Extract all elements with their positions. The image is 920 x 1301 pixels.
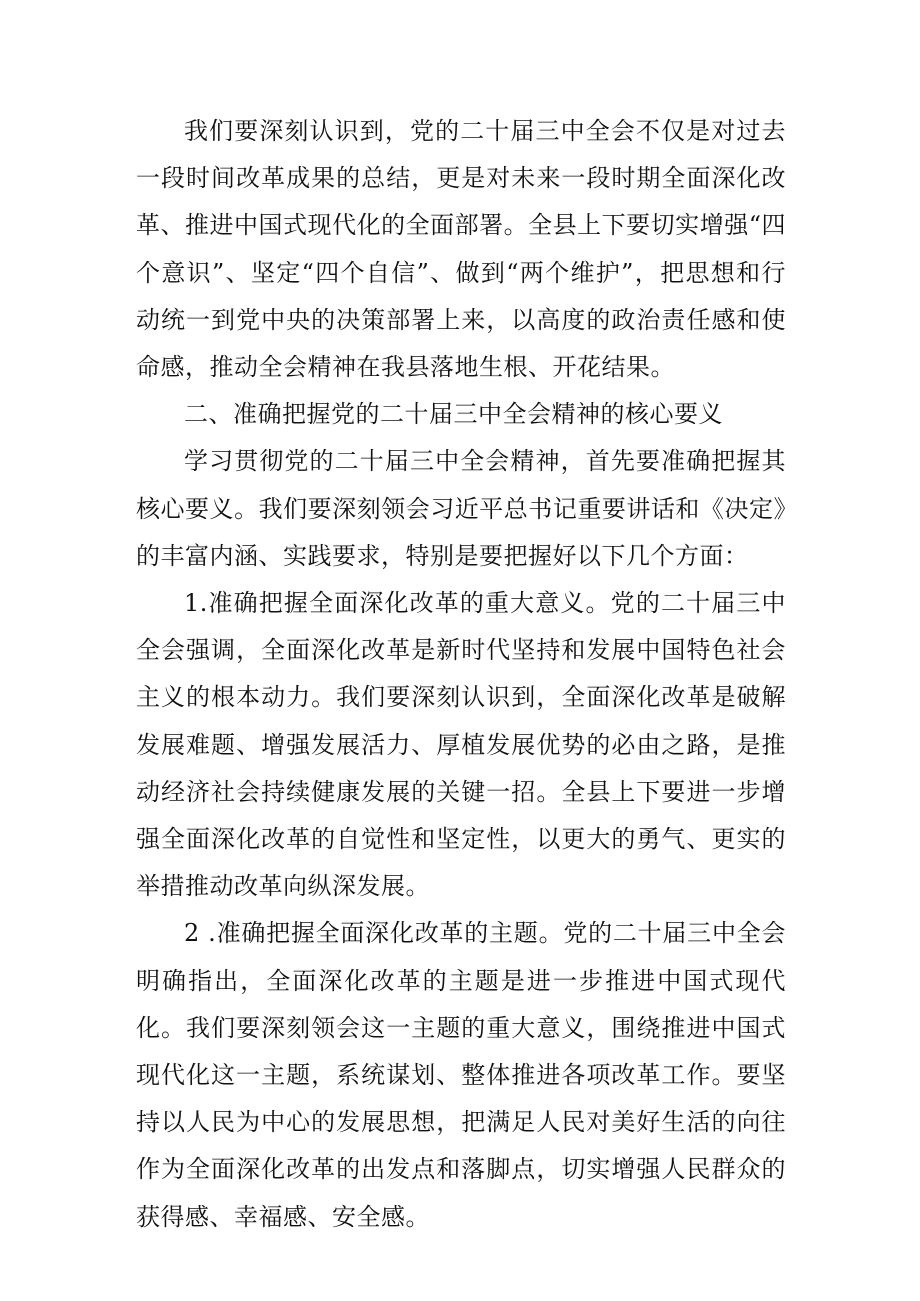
paragraph-core-essence-intro: 学习贯彻党的二十届三中全会精神，首先要准确把握其核心要义。我们要深刻领会习近平总书记重要讲话和《决定》的丰富内涵、实践要求，特别是要把握好以下几个方面：: [136, 447, 786, 570]
paragraph-reform-recognition: 我们要深刻认识到，党的二十届三中全会不仅是对过去一段时间改革成果的总结，更是对未来一段时期全面深化改革、推进中国式现代化的全面部署。全县上下要切实增强“四个意识”、坚定“四个自信”、做到“两个维护”，把思想和行动统一到党中央的决策部署上来，以高度的政治责任感和使命感，推动全会精神在我县落地生根、开花结果。: [136, 117, 786, 382]
document-page: [136, 108, 786, 1241]
paragraph-point-2-theme: 2 .准确把握全面深化改革的主题。党的二十届三中全会明确指出，全面深化改革的主题是进一步推进中国式现代化。我们要深刻领会这一主题的重大意义，围绕推进中国式现代化这一主题，系统谋划、整体推进各项改革工作。要坚持以人民为中心的发展思想，把满足人民对美好生活的向往作为全面深化改革的出发点和落脚点，切实增强人民群众的获得感、幸福感、安全感。: [136, 919, 786, 1231]
section-heading-core-essence: 二、准确把握党的二十届三中全会精神的核心要义: [184, 400, 723, 429]
paragraph-point-1-significance: 1.准确把握全面深化改革的重大意义。党的二十届三中全会强调，全面深化改革是新时代坚持和发展中国特色社会主义的根本动力。我们要深刻认识到，全面深化改革是破解发展难题、增强发展活力、厚植发展优势的必由之路，是推动经济社会持续健康发展的关键一招。全县上下要进一步增强全面深化改革的自觉性和坚定性，以更大的勇气、更实的举措推动改革向纵深发展。: [136, 589, 786, 901]
